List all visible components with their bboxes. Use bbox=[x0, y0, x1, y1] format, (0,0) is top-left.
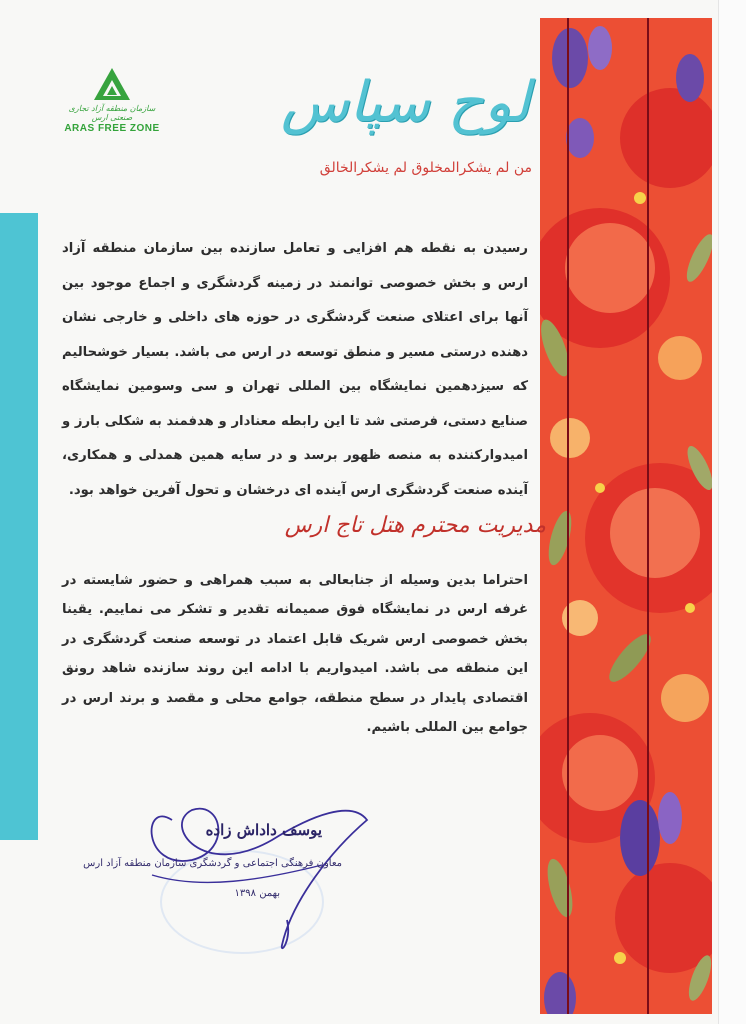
salutation-recipient: مدیریت محترم هتل تاج ارس bbox=[284, 513, 546, 538]
body-paragraph-2: احتراما بدین وسیله از جنابعالی به سبب همراهی و حضور شایسته در غرفه ارس در نمایشگاه فوق صمیمانه تقدیر و تشکر می نماییم. یقینا بخش خصوصی ارس شریک قابل اعتماد در توسعه صنعت گردشگری در این منطقه می باشد. امیدواریم با ادامه این روند سازنده شاهد رونق اقتصادی پایدار در سطح منطقه، جوامع محلی و مقصد و برند ارس در جوامع بین المللی باشیم. bbox=[62, 573, 528, 736]
logo-persian-name: سازمان منطقه آزاد تجاری صنعتی ارس bbox=[68, 104, 156, 122]
body-paragraph-1: رسیدن به نقطه هم افزایی و تعامل سازنده بین سازمان منطقه آزاد ارس و بخش خصوصی توانمند در زمینه گردشگری و اجماع موجود بین آنها برای اعتلای صنعت گردشگری در حوزه های داخلی و خارجی نشان دهنده درستی مسیر و منطق توسعه در ارس می باشد. بسیار خوشحالیم که سیزدهمین نمایشگاه بین المللی تهران و سی وسومین نمایشگاه صنایع دستی، فرصتی شد تا این رابطه معنادار و هدفمند به شکلی بارز و امیدوارکننده به منصه ظهور برسد و در سایه همین همدلی و همکاری، آینده صنعت گردشگری ارس آینده ای درخشان و تحول آفرین خواهد بود. bbox=[62, 241, 528, 498]
certificate-title-block bbox=[282, 67, 530, 159]
certificate-subtitle: من لم یشکرالمخلوق لم یشکرالخالق bbox=[319, 160, 532, 176]
certificate-title: لوح سپاس bbox=[280, 70, 530, 135]
page-edge-strip bbox=[718, 0, 746, 1024]
signature-date: بهمن ۱۳۹۸ bbox=[234, 888, 280, 899]
aras-free-zone-logo bbox=[58, 68, 166, 150]
signatory-name: یوسف داداش زاده bbox=[205, 821, 322, 839]
handwritten-signature bbox=[132, 780, 382, 960]
decorative-teal-band bbox=[0, 213, 38, 840]
logo-english-name: ARAS FREE ZONE bbox=[64, 123, 160, 134]
floral-border-artwork bbox=[540, 18, 712, 1014]
signatory-title: معاون فرهنگی اجتماعی و گردشگری سازمان منطقه آزاد ارس bbox=[83, 858, 342, 869]
logo-triangle-icon bbox=[94, 68, 130, 102]
